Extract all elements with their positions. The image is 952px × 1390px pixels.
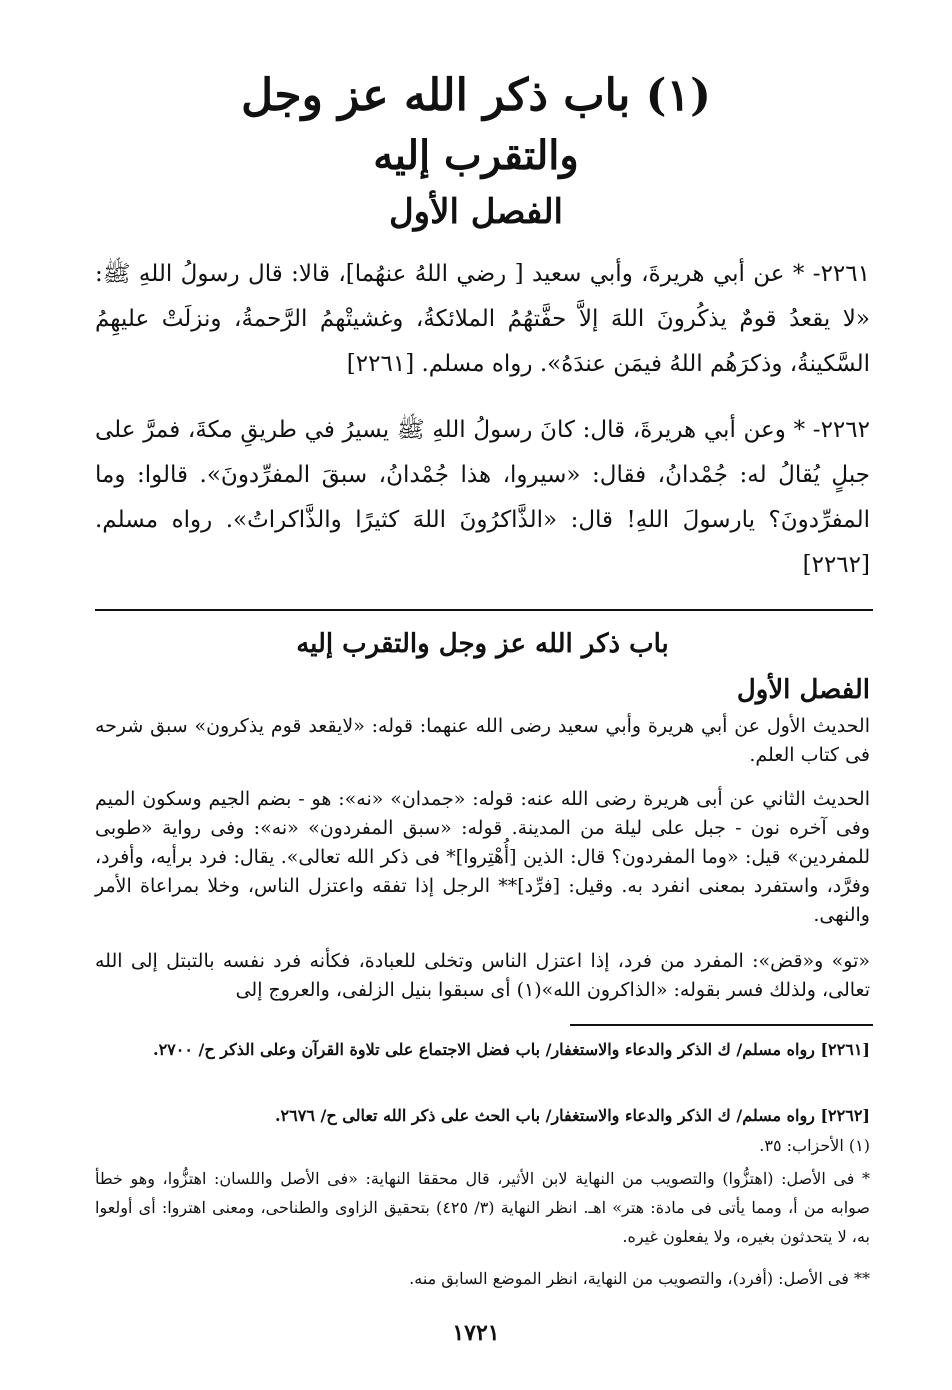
footnote-1: (١) الأحزاب: ٣٥. [759, 1136, 870, 1155]
footnote-double-star: ** فى الأصل: (أفرد)، والتصويب من النهاية، انظر الموضع السابق منه. [409, 1269, 870, 1288]
commentary-title: باب ذكر الله عز وجل والتقرب إليه [296, 629, 669, 659]
commentary-paragraph-3: «تو» و«قض»: المفرد من فرد، إذا اعتزل الناس وتخلى للعبادة، فكأنه فرد نفسه بالتبتل إلى الله تعالى، ولذلك فسر بقوله: «الذاكرون الله»(١) أى سبقوا بنيل الزلفى، والعروج إلى [95, 950, 870, 1001]
chapter-title: (١) باب ذكر الله عز وجل [241, 70, 711, 121]
hadith-2261: ٢٢٦١- * عن أبي هريرةَ، وأبي سعيد [ رضي اللهُ عنهُما]، قالا: قال رسولُ اللهِ ﷺ: «لا يقعدُ قومٌ يذكُرونَ اللهَ إلاَّ حفَّتهُمُ الملائكةُ، وغشيتْهمُ الرَّحمةُ، ونزلَتْ عليهِمُ السَّكينةُ، وذكرَهُم اللهُ فيمَن عندَهُ». رواه مسلم. [٢٢٦١] [95, 261, 870, 377]
chapter-subtitle: والتقرب إليه [373, 132, 579, 179]
page-number: ١٧٢١ [452, 1320, 500, 1346]
footnote-ref-2261: [٢٢٦١] رواه مسلم/ ك الذكر والدعاء والاستغفار/ باب فضل الاجتماع على تلاوة القرآن وعلى الذكر ح/ ٢٧٠٠. [152, 1040, 870, 1059]
section-divider [95, 609, 873, 611]
commentary-paragraph-2: الحديث الثاني عن أبى هريرة رضى الله عنه: قوله: «جمدان» «نه»: هو - بضم الجيم وسكون الميم وفى آخره نون - جبل على ليلة من المدينة. قوله: «سبق المفردون» «نه»: وفى رواية «طوبى للمفردين» قيل: «وما المفردون؟ قال: الذين [أُهْتِروا]* فى ذكر الله تعالى». يقال: فرد برأيه، وأفرد، وفرَّد، واستفرد بمعنى انفرد به. وقيل: [فرِّد]** الرجل إذا تفقه واعتزل الناس، وخلا بمراعاة الأمر والنهى. [95, 788, 870, 926]
commentary-paragraph-1: الحديث الأول عن أبي هريرة وأبي سعيد رضى الله عنهما: قوله: «لايقعد قوم يذكرون» سبق شرحه فى كتاب العلم. [95, 715, 870, 766]
hadith-2262: ٢٢٦٢- * وعن أبي هريرةَ، قال: كانَ رسولُ اللهِ ﷺ يسيرُ في طريقِ مكةَ، فمرَّ على جبلٍ يُقالُ له: جُمْدانُ، فقال: «سيروا، هذا جُمْدانُ، سبقَ المفرِّدونَ». قالوا: وما المفرِّدونَ؟ يارسولَ اللهِ! قال: «الذَّاكرُونَ اللهَ كثيرًا والذَّاكراتُ». رواه مسلم. [٢٢٦٢] [95, 417, 870, 578]
footnote-ref-2262: [٢٢٦٢] رواه مسلم/ ك الذكر والدعاء والاستغفار/ باب الحث على ذكر الله تعالى ح/ ٢٦٧٦. [274, 1106, 870, 1125]
footnote-star: * فى الأصل: (اهتزُّوا) والتصويب من النهاية لابن الأثير، قال محققا النهاية: «فى الأصل واللسان: اهتزُّوا، وهو خطأ صوابه من أ، ومما يأتى فى مادة: هتر» اهـ. انظر النهاية (٣/ ٤٢٥) بتحقيق الزاوى والطناحى، ومعنى اهتروا: أى أولعوا به، لا يتحدثون بغيره، ولا يفعلون غيره. [95, 1169, 871, 1246]
section-heading: الفصل الأول [388, 192, 564, 232]
commentary-section-heading: الفصل الأول [736, 675, 870, 705]
footnote-divider [570, 1024, 873, 1026]
